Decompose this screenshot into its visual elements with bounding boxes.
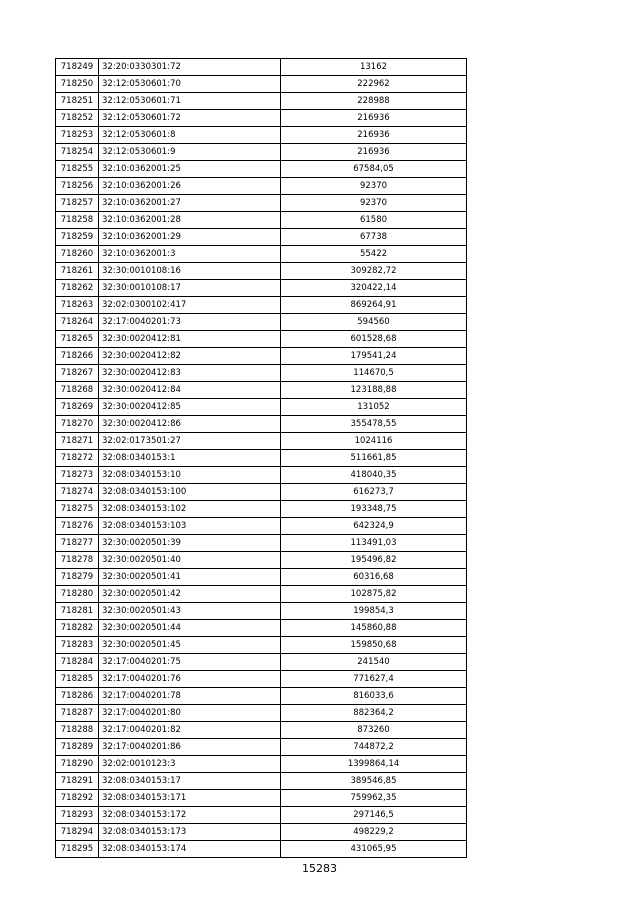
value-cell: 216936 — [281, 110, 467, 127]
cadastral-number-cell: 32:12:0530601:9 — [99, 144, 281, 161]
row-number-cell: 718272 — [56, 450, 99, 467]
cadastral-number-cell: 32:12:0530601:8 — [99, 127, 281, 144]
value-cell: 320422,14 — [281, 280, 467, 297]
row-number-cell: 718250 — [56, 76, 99, 93]
table-row — [56, 552, 467, 569]
table-row — [56, 671, 467, 688]
value-cell: 869264,91 — [281, 297, 467, 314]
cadastral-number-cell: 32:08:0340153:103 — [99, 518, 281, 535]
table-row — [56, 603, 467, 620]
value-cell: 92370 — [281, 178, 467, 195]
cadastral-number-cell: 32:17:0040201:73 — [99, 314, 281, 331]
row-number-cell: 718283 — [56, 637, 99, 654]
row-number-cell: 718278 — [56, 552, 99, 569]
value-cell: 113491,03 — [281, 535, 467, 552]
value-cell: 67584,05 — [281, 161, 467, 178]
table-row — [56, 93, 467, 110]
row-number-cell: 718295 — [56, 841, 99, 858]
value-cell: 114670,5 — [281, 365, 467, 382]
table-row — [56, 586, 467, 603]
table-row — [56, 518, 467, 535]
row-number-cell: 718285 — [56, 671, 99, 688]
cadastral-number-cell: 32:02:0300102:417 — [99, 297, 281, 314]
row-number-cell: 718259 — [56, 229, 99, 246]
row-number-cell: 718275 — [56, 501, 99, 518]
cadastral-number-cell: 32:30:0020501:41 — [99, 569, 281, 586]
value-cell: 498229,2 — [281, 824, 467, 841]
cadastral-number-cell: 32:08:0340153:17 — [99, 773, 281, 790]
value-cell: 873260 — [281, 722, 467, 739]
row-number-cell: 718292 — [56, 790, 99, 807]
value-cell: 195496,82 — [281, 552, 467, 569]
cadastral-number-cell: 32:12:0530601:71 — [99, 93, 281, 110]
table-row — [56, 484, 467, 501]
cadastral-number-cell: 32:30:0020501:45 — [99, 637, 281, 654]
table-row — [56, 297, 467, 314]
value-cell: 60316,68 — [281, 569, 467, 586]
table-row — [56, 331, 467, 348]
table-row — [56, 807, 467, 824]
table-row — [56, 688, 467, 705]
value-cell: 511661,85 — [281, 450, 467, 467]
table-row — [56, 824, 467, 841]
cadastral-number-cell: 32:30:0020412:83 — [99, 365, 281, 382]
cadastral-number-cell: 32:08:0340153:1 — [99, 450, 281, 467]
table-row — [56, 722, 467, 739]
value-cell: 297146,5 — [281, 807, 467, 824]
value-cell: 594560 — [281, 314, 467, 331]
table-row — [56, 280, 467, 297]
value-cell: 131052 — [281, 399, 467, 416]
row-number-cell: 718281 — [56, 603, 99, 620]
row-number-cell: 718264 — [56, 314, 99, 331]
row-number-cell: 718279 — [56, 569, 99, 586]
cadastral-number-cell: 32:17:0040201:80 — [99, 705, 281, 722]
row-number-cell: 718291 — [56, 773, 99, 790]
table-row — [56, 841, 467, 858]
row-number-cell: 718288 — [56, 722, 99, 739]
row-number-cell: 718287 — [56, 705, 99, 722]
row-number-cell: 718280 — [56, 586, 99, 603]
value-cell: 816033,6 — [281, 688, 467, 705]
value-cell: 193348,75 — [281, 501, 467, 518]
table-row — [56, 705, 467, 722]
table-row — [56, 59, 467, 76]
cadastral-number-cell: 32:10:0362001:28 — [99, 212, 281, 229]
value-cell: 216936 — [281, 127, 467, 144]
cadastral-number-cell: 32:12:0530601:72 — [99, 110, 281, 127]
value-cell: 61580 — [281, 212, 467, 229]
value-cell: 418040,35 — [281, 467, 467, 484]
table-row — [56, 569, 467, 586]
value-cell: 241540 — [281, 654, 467, 671]
row-number-cell: 718260 — [56, 246, 99, 263]
table-row — [56, 195, 467, 212]
table-row — [56, 790, 467, 807]
table-row — [56, 314, 467, 331]
row-number-cell: 718251 — [56, 93, 99, 110]
row-number-cell: 718255 — [56, 161, 99, 178]
table-row — [56, 535, 467, 552]
cadastral-number-cell: 32:10:0362001:26 — [99, 178, 281, 195]
row-number-cell: 718254 — [56, 144, 99, 161]
row-number-cell: 718293 — [56, 807, 99, 824]
value-cell: 642324,9 — [281, 518, 467, 535]
table-row — [56, 348, 467, 365]
cadastral-number-cell: 32:30:0020501:42 — [99, 586, 281, 603]
cadastral-number-cell: 32:10:0362001:3 — [99, 246, 281, 263]
value-cell: 1024116 — [281, 433, 467, 450]
cadastral-value-table — [55, 58, 467, 858]
table-row — [56, 433, 467, 450]
table-body — [56, 59, 467, 858]
row-number-cell: 718253 — [56, 127, 99, 144]
row-number-cell: 718277 — [56, 535, 99, 552]
table-row — [56, 263, 467, 280]
cadastral-number-cell: 32:30:0020412:86 — [99, 416, 281, 433]
cadastral-number-cell: 32:08:0340153:173 — [99, 824, 281, 841]
cadastral-number-cell: 32:30:0020412:81 — [99, 331, 281, 348]
value-cell: 216936 — [281, 144, 467, 161]
row-number-cell: 718290 — [56, 756, 99, 773]
value-cell: 228988 — [281, 93, 467, 110]
value-cell: 1399864,14 — [281, 756, 467, 773]
table-row — [56, 161, 467, 178]
table-row — [56, 501, 467, 518]
row-number-cell: 718276 — [56, 518, 99, 535]
cadastral-number-cell: 32:20:0330301:72 — [99, 59, 281, 76]
cadastral-number-cell: 32:02:0173501:27 — [99, 433, 281, 450]
row-number-cell: 718273 — [56, 467, 99, 484]
value-cell: 92370 — [281, 195, 467, 212]
row-number-cell: 718261 — [56, 263, 99, 280]
cadastral-number-cell: 32:08:0340153:102 — [99, 501, 281, 518]
table-row — [56, 739, 467, 756]
table-row — [56, 756, 467, 773]
value-cell: 309282,72 — [281, 263, 467, 280]
value-cell: 55422 — [281, 246, 467, 263]
row-number-cell: 718284 — [56, 654, 99, 671]
cadastral-number-cell: 32:17:0040201:86 — [99, 739, 281, 756]
value-cell: 771627,4 — [281, 671, 467, 688]
cadastral-number-cell: 32:17:0040201:75 — [99, 654, 281, 671]
table-row — [56, 229, 467, 246]
cadastral-number-cell: 32:10:0362001:25 — [99, 161, 281, 178]
value-cell: 199854,3 — [281, 603, 467, 620]
row-number-cell: 718249 — [56, 59, 99, 76]
table-row — [56, 76, 467, 93]
table-row — [56, 127, 467, 144]
cadastral-number-cell: 32:08:0340153:172 — [99, 807, 281, 824]
cadastral-number-cell: 32:08:0340153:10 — [99, 467, 281, 484]
table-row — [56, 110, 467, 127]
value-cell: 67738 — [281, 229, 467, 246]
cadastral-number-cell: 32:30:0020501:44 — [99, 620, 281, 637]
cadastral-number-cell: 32:08:0340153:100 — [99, 484, 281, 501]
row-number-cell: 718252 — [56, 110, 99, 127]
cadastral-number-cell: 32:17:0040201:82 — [99, 722, 281, 739]
cadastral-number-cell: 32:12:0530601:70 — [99, 76, 281, 93]
cadastral-number-cell: 32:30:0020501:40 — [99, 552, 281, 569]
cadastral-number-cell: 32:02:0010123:3 — [99, 756, 281, 773]
table-row — [56, 467, 467, 484]
value-cell: 389546,85 — [281, 773, 467, 790]
row-number-cell: 718268 — [56, 382, 99, 399]
table-row — [56, 246, 467, 263]
row-number-cell: 718286 — [56, 688, 99, 705]
cadastral-number-cell: 32:17:0040201:76 — [99, 671, 281, 688]
row-number-cell: 718262 — [56, 280, 99, 297]
cadastral-number-cell: 32:08:0340153:171 — [99, 790, 281, 807]
table-row — [56, 382, 467, 399]
table-row — [56, 637, 467, 654]
row-number-cell: 718258 — [56, 212, 99, 229]
row-number-cell: 718282 — [56, 620, 99, 637]
cadastral-number-cell: 32:30:0020501:39 — [99, 535, 281, 552]
row-number-cell: 718263 — [56, 297, 99, 314]
row-number-cell: 718274 — [56, 484, 99, 501]
row-number-cell: 718257 — [56, 195, 99, 212]
value-cell: 759962,35 — [281, 790, 467, 807]
cadastral-number-cell: 32:10:0362001:27 — [99, 195, 281, 212]
row-number-cell: 718294 — [56, 824, 99, 841]
table-row — [56, 654, 467, 671]
table-row — [56, 450, 467, 467]
row-number-cell: 718265 — [56, 331, 99, 348]
row-number-cell: 718271 — [56, 433, 99, 450]
value-cell: 123188,88 — [281, 382, 467, 399]
value-cell: 159850,68 — [281, 637, 467, 654]
value-cell: 179541,24 — [281, 348, 467, 365]
value-cell: 744872,2 — [281, 739, 467, 756]
table-row — [56, 773, 467, 790]
row-number-cell: 718256 — [56, 178, 99, 195]
value-cell: 145860,88 — [281, 620, 467, 637]
table-row — [56, 365, 467, 382]
cadastral-number-cell: 32:10:0362001:29 — [99, 229, 281, 246]
cadastral-number-cell: 32:08:0340153:174 — [99, 841, 281, 858]
cadastral-number-cell: 32:30:0010108:17 — [99, 280, 281, 297]
table-row — [56, 620, 467, 637]
row-number-cell: 718269 — [56, 399, 99, 416]
cadastral-number-cell: 32:30:0020501:43 — [99, 603, 281, 620]
value-cell: 102875,82 — [281, 586, 467, 603]
row-number-cell: 718270 — [56, 416, 99, 433]
table-row — [56, 178, 467, 195]
cadastral-number-cell: 32:30:0020412:84 — [99, 382, 281, 399]
table-row — [56, 144, 467, 161]
cadastral-number-cell: 32:30:0020412:82 — [99, 348, 281, 365]
table-row — [56, 399, 467, 416]
row-number-cell: 718267 — [56, 365, 99, 382]
value-cell: 601528,68 — [281, 331, 467, 348]
table-row — [56, 212, 467, 229]
cadastral-number-cell: 32:30:0020412:85 — [99, 399, 281, 416]
value-cell: 431065,95 — [281, 841, 467, 858]
page-number: 15283 — [302, 862, 337, 875]
value-cell: 882364,2 — [281, 705, 467, 722]
value-cell: 616273,7 — [281, 484, 467, 501]
value-cell: 13162 — [281, 59, 467, 76]
cadastral-number-cell: 32:30:0010108:16 — [99, 263, 281, 280]
row-number-cell: 718266 — [56, 348, 99, 365]
table-row — [56, 416, 467, 433]
value-cell: 222962 — [281, 76, 467, 93]
row-number-cell: 718289 — [56, 739, 99, 756]
value-cell: 355478,55 — [281, 416, 467, 433]
cadastral-number-cell: 32:17:0040201:78 — [99, 688, 281, 705]
